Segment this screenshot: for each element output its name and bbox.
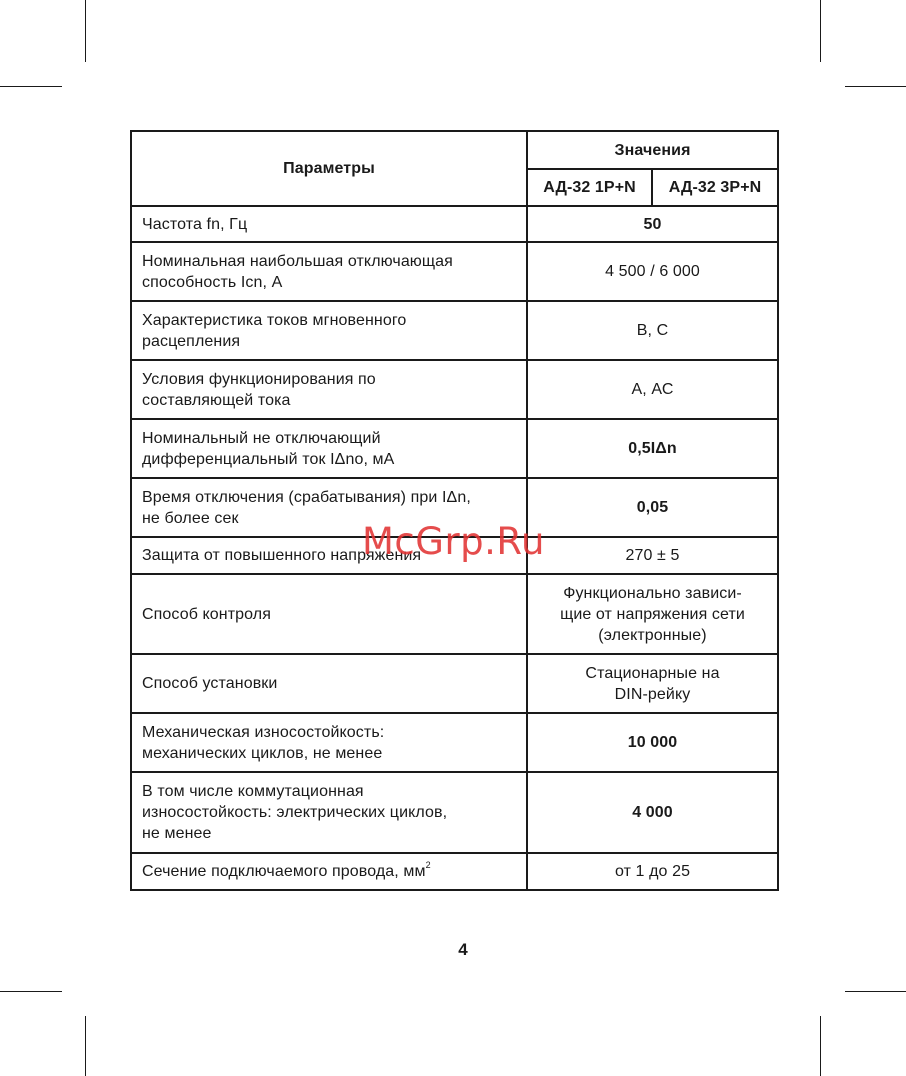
parameter-label: Частота fn, Гц	[142, 215, 248, 233]
parameter-label: Характеристика токов мгновенного расцепления	[142, 311, 407, 350]
value-cell	[527, 478, 778, 537]
model-header-3p: АД-32 3P+N	[652, 169, 778, 206]
table-row	[131, 654, 778, 713]
parameter-cell	[131, 478, 527, 537]
parameter-label: Условия функционирования по составляющей тока	[142, 370, 376, 409]
value-label: B, C	[636, 322, 669, 339]
value-cell	[527, 206, 778, 242]
table-row	[131, 301, 778, 360]
table-row	[131, 713, 778, 772]
value-cell	[527, 419, 778, 478]
parameter-label: Способ установки	[142, 675, 278, 692]
page-number: 4	[458, 940, 468, 959]
value-label: 10 000	[627, 734, 678, 751]
value-label: А, АС	[631, 381, 674, 398]
value-cell	[527, 713, 778, 772]
table-row	[131, 537, 778, 574]
table-row	[131, 360, 778, 419]
parameter-label: Время отключения (срабатывания) при IΔn, не более сек	[142, 488, 471, 527]
parameter-cell	[131, 360, 527, 419]
crop-mark	[0, 991, 62, 992]
crop-mark	[845, 991, 906, 992]
value-cell	[527, 574, 778, 654]
value-label: 270 ± 5	[625, 547, 680, 564]
value-cell	[527, 360, 778, 419]
value-label: Функционально зависи- щие от напряжения сети (электронные)	[560, 584, 745, 644]
crop-mark	[820, 1016, 821, 1076]
table-row	[131, 853, 778, 890]
unit-superscript: 2	[425, 859, 431, 870]
parameter-cell	[131, 713, 527, 772]
parameter-cell	[131, 853, 527, 890]
value-cell	[527, 242, 778, 301]
parameter-cell	[131, 772, 527, 853]
crop-mark	[845, 86, 906, 87]
value-label: 50	[643, 215, 662, 233]
parameter-label: В том числе коммутационная износостойкость: электрических циклов, не менее	[142, 783, 448, 842]
crop-mark	[85, 0, 86, 62]
value-label: Стационарные на DIN-рейку	[585, 664, 720, 703]
crop-mark	[820, 0, 821, 62]
parameter-cell	[131, 206, 527, 242]
value-cell	[527, 853, 778, 890]
parameter-label: Номинальная наибольшая отключающая способность Icn, А	[142, 252, 453, 291]
table-row	[131, 419, 778, 478]
parameter-cell	[131, 537, 527, 574]
crop-mark	[0, 86, 62, 87]
value-label: 4 500 / 6 000	[605, 263, 700, 280]
specifications-table	[130, 130, 779, 891]
parameter-label: Номинальный не отключающий дифференциальный ток IΔno, мА	[142, 429, 395, 468]
value-cell	[527, 301, 778, 360]
value-label: от 1 до 25	[614, 863, 691, 880]
value-cell	[527, 654, 778, 713]
value-cell	[527, 772, 778, 853]
parameter-label: Сечение подключаемого провода, мм	[142, 863, 426, 880]
table-row	[131, 242, 778, 301]
header-row-top	[131, 131, 778, 169]
parameter-label: Защита от повышенного напряжения	[142, 547, 422, 564]
value-label: 0,5IΔn	[628, 440, 677, 457]
parameter-cell	[131, 654, 527, 713]
parameter-cell	[131, 574, 527, 654]
values-header: Значения	[527, 131, 778, 169]
table-row	[131, 574, 778, 654]
parameter-cell	[131, 419, 527, 478]
watermark: McGrp.Ru	[362, 520, 545, 563]
params-header: Параметры	[131, 131, 527, 206]
table-row	[131, 772, 778, 853]
model-header-1p: АД-32 1P+N	[527, 169, 652, 206]
value-cell	[527, 537, 778, 574]
parameter-label: Механическая износостойкость: механических циклов, не менее	[142, 723, 385, 762]
parameter-label: Способ контроля	[142, 605, 271, 623]
table-row	[131, 206, 778, 242]
parameter-cell	[131, 242, 527, 301]
table-row	[131, 478, 778, 537]
value-label: 0,05	[636, 499, 669, 516]
parameter-cell	[131, 301, 527, 360]
value-label: 4 000	[632, 804, 673, 821]
crop-mark	[85, 1016, 86, 1076]
